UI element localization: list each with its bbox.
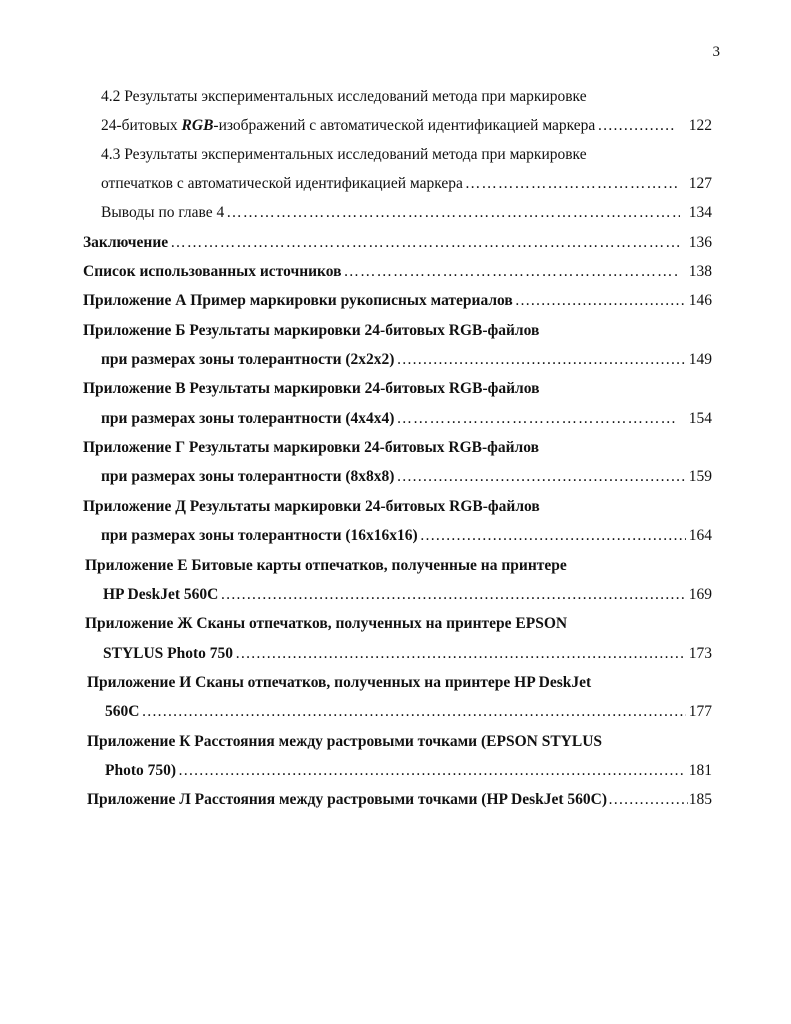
toc-entry-appendix-k-line1 xyxy=(87,732,712,752)
toc-page-number: 164 xyxy=(688,527,712,544)
toc-page-number: 169 xyxy=(688,586,712,603)
dot-leader xyxy=(396,467,685,487)
toc-entry-appendix-zh-line1 xyxy=(85,614,712,634)
toc-entry-appendix-i-line2 xyxy=(105,702,712,722)
dot-leader xyxy=(178,761,686,781)
toc-entry-references xyxy=(83,262,712,282)
toc-entry-appendix-b-line1 xyxy=(83,321,712,341)
toc-entry-appendix-b-line2 xyxy=(101,350,712,370)
toc-entry-text: отпечатков с автоматической идентификацией маркера xyxy=(101,175,463,192)
toc-entry-text: Приложение К Расстояния между растровыми точками (EPSON STYLUS xyxy=(87,733,603,750)
toc-entry-text-post: -изображений с автоматической идентификацией маркера xyxy=(213,117,596,134)
toc-entry-text: Приложение Л Расстояния между растровыми точками (HP DeskJet 560C) xyxy=(87,791,607,808)
toc-entry-text: Приложение Г Результаты маркировки 24-битовых RGB-файлов xyxy=(83,439,539,456)
toc-page-number: 134 xyxy=(688,204,712,221)
dot-leader xyxy=(344,262,680,282)
toc-entry-text: при размерах зоны толерантности (8x8x8) xyxy=(101,468,395,485)
dot-leader xyxy=(515,291,686,311)
toc-entry-appendix-v-line2 xyxy=(101,409,712,429)
toc-entry-text: HP DeskJet 560C xyxy=(103,586,219,603)
dot-leader xyxy=(597,116,675,136)
toc-entry-text: 4.3 Результаты экспериментальных исследований метода при маркировке xyxy=(101,146,587,163)
toc-page-number: 154 xyxy=(688,410,712,427)
toc-entry-conclusion xyxy=(83,233,712,253)
toc-entry-text: Приложение В Результаты маркировки 24-битовых RGB-файлов xyxy=(83,380,540,397)
toc-entry-appendix-zh-line2 xyxy=(103,644,712,664)
toc-entry-text: Заключение xyxy=(83,234,169,251)
toc-entry-text: при размерах зоны толерантности (4x4x4) xyxy=(101,410,395,427)
toc-page-number: 177 xyxy=(688,703,712,720)
dot-leader xyxy=(220,585,685,605)
toc-entry-appendix-i-line1 xyxy=(87,673,712,693)
toc-entry-4-2-line2 xyxy=(101,116,712,136)
toc-page-number: 149 xyxy=(688,351,712,368)
toc-entry-text: 560C xyxy=(105,703,140,720)
toc-entry-text: Приложение А Пример маркировки рукописных материалов xyxy=(83,292,513,309)
toc-entry-appendix-g-line1 xyxy=(83,438,712,458)
toc-entry-text: Приложение Е Битовые карты отпечатков, полученные на принтере xyxy=(85,557,567,574)
toc-entry-text: Photo 750) xyxy=(105,762,177,779)
dot-leader xyxy=(226,203,679,223)
toc-entry-text: Приложение И Сканы отпечатков, полученных на принтере HP DeskJet xyxy=(87,674,592,691)
toc-entry-text: 4.2 Результаты экспериментальных исследований метода при маркировке xyxy=(101,88,587,105)
toc-entry-text: Приложение Ж Сканы отпечатков, полученных на принтере EPSON xyxy=(85,615,568,632)
page-number: 3 xyxy=(712,44,720,60)
dot-leader xyxy=(420,526,686,546)
toc-entry-appendix-e-line1 xyxy=(85,556,712,576)
toc-entry-4-2-line1 xyxy=(101,87,721,107)
dot-leader xyxy=(396,350,685,370)
toc-page-number: 127 xyxy=(688,175,712,192)
dot-leader xyxy=(170,233,680,253)
toc-entry-appendix-a xyxy=(83,291,712,311)
toc-entry-text-pre: 24-битовых xyxy=(101,117,182,134)
toc-entry-text: Приложение Д Результаты маркировки 24-битовых RGB-файлов xyxy=(83,498,540,515)
toc-entry-appendix-l xyxy=(87,790,712,810)
toc-entry-text xyxy=(101,116,595,136)
dot-leader xyxy=(235,644,686,664)
toc-page-number: 185 xyxy=(688,791,712,808)
dot-leader xyxy=(608,790,688,810)
toc-entry-4-3-line1 xyxy=(101,145,721,165)
toc-page-number: 136 xyxy=(688,234,712,251)
toc-entry-appendix-d-line2 xyxy=(101,526,712,546)
toc-page-number: 122 xyxy=(688,117,712,134)
toc-entry-text-rgb: RGB xyxy=(181,117,214,134)
toc-entry-4-3-line2 xyxy=(101,174,712,194)
toc-page-number: 173 xyxy=(688,645,712,662)
toc-entry-text: Список использованных источников xyxy=(83,263,342,280)
toc-page-number: 138 xyxy=(688,263,712,280)
toc-entry-text: Приложение Б Результаты маркировки 24-битовых RGB-файлов xyxy=(83,322,540,339)
toc-entry-appendix-k-line2 xyxy=(105,761,712,781)
toc-entry-text: при размерах зоны толерантности (2x2x2) xyxy=(101,351,395,368)
toc-entry-text: Выводы по главе 4 xyxy=(101,204,225,221)
toc-entry-appendix-g-line2 xyxy=(101,467,712,487)
dot-leader xyxy=(141,702,685,722)
toc-page-number: 146 xyxy=(688,292,712,309)
toc-entry-appendix-v-line1 xyxy=(83,379,712,399)
toc-entry-appendix-d-line1 xyxy=(83,497,712,517)
dot-leader xyxy=(396,409,675,429)
dot-leader xyxy=(465,174,678,194)
toc-page-number: 181 xyxy=(688,762,712,779)
toc-page-number: 159 xyxy=(688,468,712,485)
toc-entry-text: STYLUS Photo 750 xyxy=(103,645,234,662)
toc-entry-text: при размерах зоны толерантности (16x16x16) xyxy=(101,527,418,544)
toc-entry-appendix-e-line2 xyxy=(103,585,712,605)
toc-entry-chapter4-conclusions xyxy=(101,203,712,223)
